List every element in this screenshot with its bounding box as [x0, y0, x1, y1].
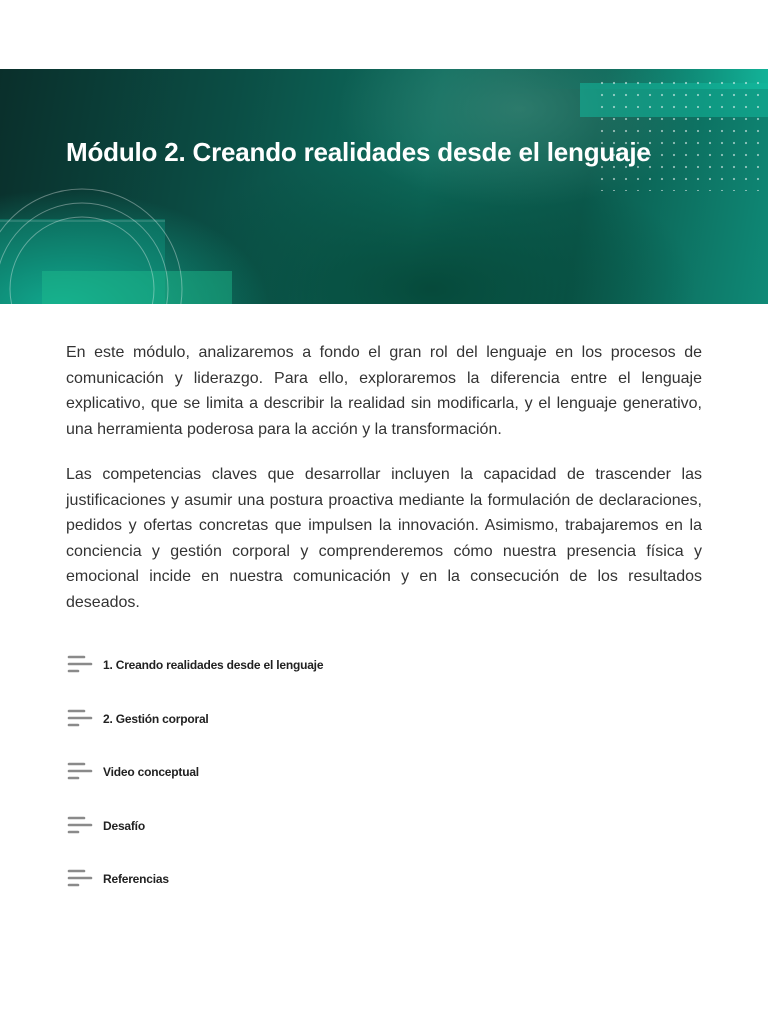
- intro-paragraph: En este módulo, analizaremos a fondo el gran rol del lenguaje en los procesos de comunicación y liderazgo. Para ello, exploraremos la diferencia entre el lenguaje explicativo, que se limita a describir la realidad sin modificarla, y el lenguaje generativo, una herramienta poderosa para la acción y la transformación.: [66, 344, 702, 438]
- toc-item-label: 1. Creando realidades desde el lenguaje: [103, 658, 324, 672]
- toc-item-label: Referencias: [103, 872, 169, 886]
- toc-item-desafio[interactable]: [66, 813, 666, 839]
- toc-item-label: 2. Gestión corporal: [103, 711, 209, 726]
- module-banner: [0, 69, 768, 304]
- text-lines-icon: [66, 868, 94, 890]
- toc-item-creando-realidades[interactable]: [66, 652, 666, 678]
- text-lines-icon: [66, 815, 94, 837]
- toc-item-referencias[interactable]: [66, 866, 666, 892]
- text-lines-icon: [66, 708, 94, 730]
- text-lines-icon: [66, 654, 94, 676]
- toc-item-label: Video conceptual: [103, 765, 199, 779]
- toc-item-label: Desafío: [103, 818, 145, 833]
- banner-decoration: [0, 69, 768, 304]
- toc-item-video-conceptual[interactable]: [66, 759, 666, 785]
- text-lines-icon: [66, 761, 94, 783]
- module-table-of-contents: [66, 652, 666, 920]
- intro-paragraph: Las competencias claves que desarrollar incluyen la capacidad de trascender las justificaciones y asumir una postura proactiva mediante la formulación de declaraciones, pedidos y ofertas concretas que impulsen la innovación. Asimismo, trabajaremos en la conciencia y gestión corporal y comprenderemos cómo nuestra presencia física y emocional incide en nuestra comunicación y en la consecución de los resultados deseados.: [66, 466, 702, 611]
- page-title: Módulo 2. Creando realidades desde el lenguaje: [66, 137, 651, 167]
- module-intro: [66, 340, 702, 635]
- toc-item-gestion-corporal[interactable]: [66, 706, 666, 732]
